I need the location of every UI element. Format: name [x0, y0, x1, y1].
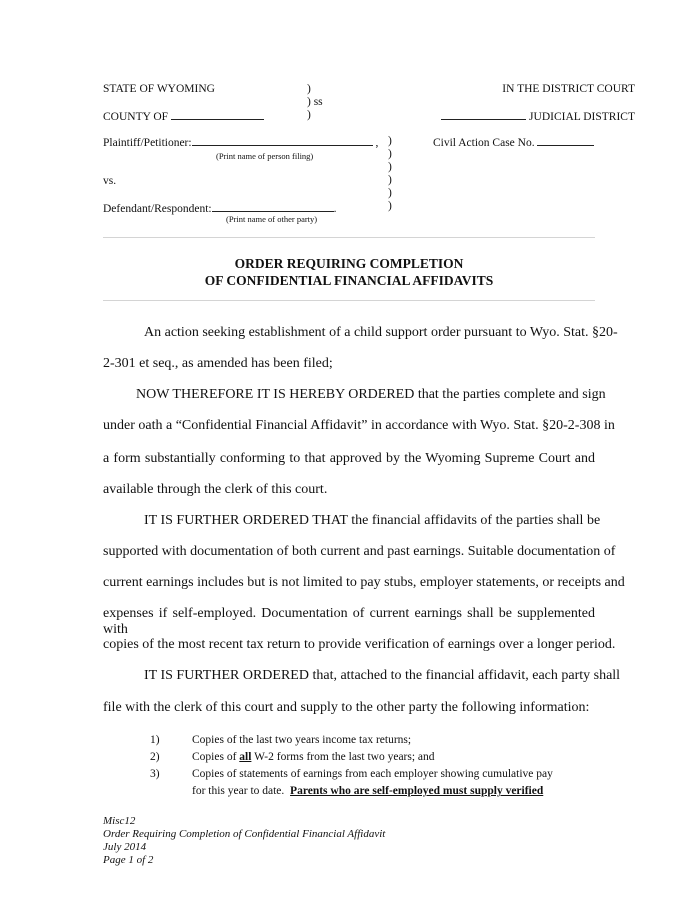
body-line: a form substantially conforming to that approved by the Wyoming Supreme Court and	[103, 451, 595, 466]
defendant-label: Defendant/Respondent:	[103, 203, 212, 215]
district-number-field[interactable]	[441, 109, 526, 120]
body-line: current earnings includes but is not limited to pay stubs, employer statements, or receipts and	[103, 575, 625, 590]
judicial-district-label: JUDICIAL DISTRICT	[529, 111, 635, 123]
plaintiff-row	[103, 135, 378, 149]
footer-form-title: Order Requiring Completion of Confidential Financial Affidavit	[103, 828, 386, 840]
plaintiff-label: Plaintiff/Petitioner:	[103, 137, 192, 149]
footer-date: July 2014	[103, 841, 147, 853]
body-line: supported with documentation of both current and past earnings. Suitable documentation of	[103, 544, 616, 559]
page-footer	[103, 815, 385, 867]
body-line: available through the clerk of this court.	[103, 482, 328, 497]
defendant-row	[103, 201, 336, 215]
comma: ,	[375, 137, 379, 149]
list-number: 3)	[150, 768, 160, 780]
body-line: copies of the most recent tax return to provide verification of earnings over a longer period.	[103, 637, 616, 652]
list-item-continuation	[192, 785, 543, 797]
plaintiff-hint: (Print name of person filing)	[216, 151, 314, 161]
caption-paren: )	[307, 109, 311, 121]
body-line: NOW THEREFORE IT IS HEREBY ORDERED that the parties complete and sign	[136, 387, 606, 402]
caption-paren: )	[388, 200, 392, 212]
ss-marker: ) ss	[307, 96, 323, 108]
district-row	[441, 109, 635, 123]
caption-paren: )	[388, 148, 392, 160]
county-label: COUNTY OF	[103, 111, 169, 123]
body-line: file with the clerk of this court and supply to the other party the following information:	[103, 700, 590, 715]
list-number: 2)	[150, 751, 160, 763]
caption-paren: )	[388, 135, 392, 147]
court-label: IN THE DISTRICT COURT	[502, 83, 635, 95]
emphasis-all: all	[239, 751, 252, 763]
county-field[interactable]	[171, 109, 264, 120]
defendant-name-field[interactable]	[212, 201, 334, 212]
list-item	[192, 751, 435, 763]
case-number-label: Civil Action Case No.	[433, 137, 535, 149]
title-line-1: ORDER REQUIRING COMPLETION	[234, 256, 464, 271]
divider-top	[103, 237, 595, 238]
emphasis-self-employed: Parents who are self-employed must supply verified	[290, 785, 544, 797]
period: .	[333, 203, 337, 215]
body-line: 2-301 et seq., as amended has been filed;	[103, 356, 333, 371]
caption-paren: )	[307, 83, 311, 95]
caption-paren: )	[388, 161, 392, 173]
case-number-field[interactable]	[537, 135, 594, 146]
body-line: An action seeking establishment of a child support order pursuant to Wyo. Stat. §20-	[144, 325, 618, 340]
caption-paren: )	[388, 174, 392, 186]
footer-form-id: Misc12	[103, 815, 136, 827]
case-number-row	[433, 135, 594, 149]
body-line: IT IS FURTHER ORDERED THAT the financial affidavits of the parties shall be	[144, 513, 601, 528]
list-text-part: for this year to date.	[192, 785, 291, 797]
list-number: 1)	[150, 734, 160, 746]
body-line: expenses if self-employed. Documentation of current earnings shall be supplemented with	[103, 606, 595, 637]
body-line: IT IS FURTHER ORDERED that, attached to the financial affidavit, each party shall	[144, 668, 621, 683]
body-line: under oath a “Confidential Financial Affidavit” in accordance with Wyo. Stat. §20-2-308 in	[103, 418, 615, 433]
vs-label: vs.	[103, 175, 117, 187]
caption-paren: )	[388, 187, 392, 199]
footer-page-number: Page 1 of 2	[103, 854, 154, 866]
list-text-part: W-2 forms from the last two years; and	[251, 751, 435, 763]
list-item: Copies of the last two years income tax returns;	[192, 734, 412, 746]
document-title	[103, 255, 595, 289]
divider-bottom	[103, 300, 595, 301]
defendant-hint: (Print name of other party)	[226, 214, 318, 224]
title-line-2: OF CONFIDENTIAL FINANCIAL AFFIDAVITS	[204, 273, 494, 288]
state-label: STATE OF WYOMING	[103, 83, 215, 95]
county-row	[103, 109, 264, 123]
list-item: Copies of statements of earnings from each employer showing cumulative pay	[192, 768, 553, 780]
list-text-part: Copies of	[192, 751, 240, 763]
plaintiff-name-field[interactable]	[192, 135, 373, 146]
